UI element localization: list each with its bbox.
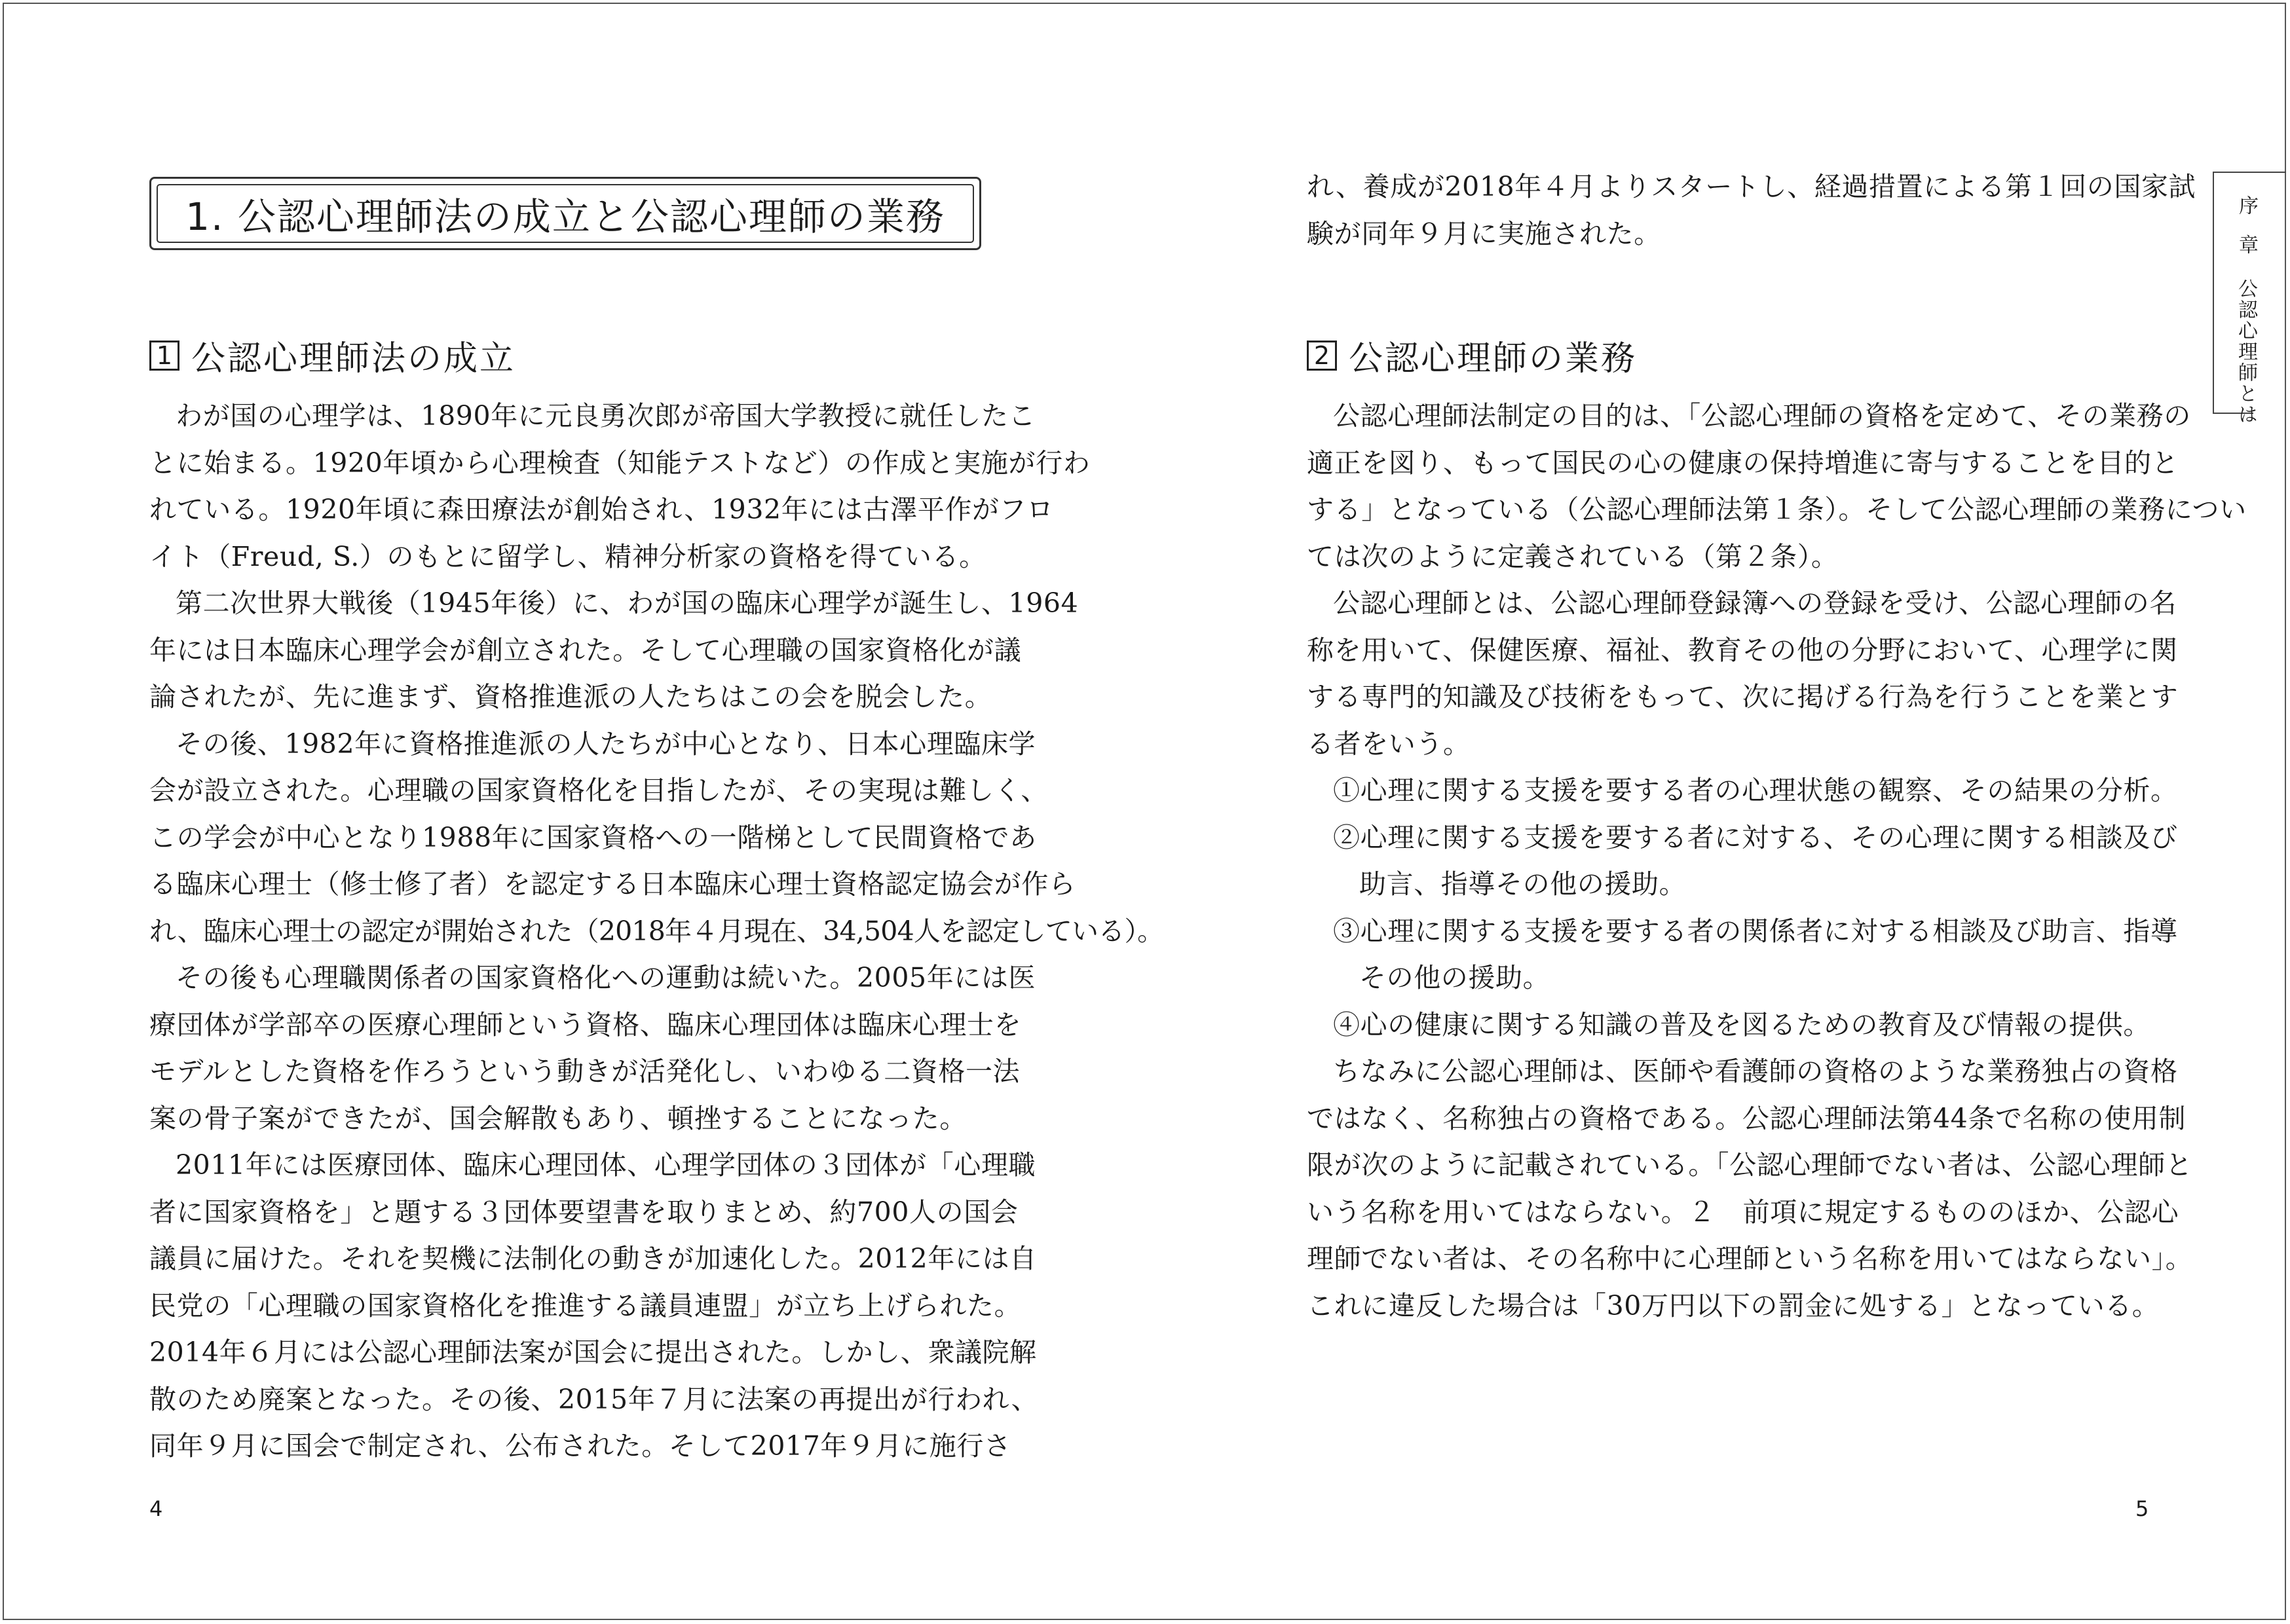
text-line: 称を用いて、保健医療、福祉、教育その他の分野において、心理学に関	[1307, 634, 2178, 666]
text-line: これに違反した場合は「30万円以下の罰金に処する」となっている。	[1307, 1289, 2160, 1321]
text-line: 公認心理師とは、公認心理師登録簿への登録を受け、公認心理師の名	[1333, 587, 2177, 619]
section-2-title: 公認心理師の業務	[1349, 339, 1638, 378]
text-line: 適正を図り、もって国民の心の健康の保持増進に寄与することを目的と	[1307, 447, 2179, 479]
text-line: 限が次のように記載されている。「公認心理師でない者は、公認心理師と	[1307, 1149, 2193, 1181]
list-item: ①心理に関する支援を要する者の心理状態の観察、その結果の分析。	[1333, 775, 2178, 806]
section-1-title: 公認心理師法の成立	[191, 339, 516, 378]
text-line: その後、1982年に資格推進派の人たちが中心となり、日本心理臨床学	[176, 728, 1036, 760]
page-number-right: 5	[2135, 1496, 2149, 1521]
text-line: する」となっている（公認心理師法第１条）。そして公認心理師の業務につい	[1307, 494, 2247, 525]
list-item: ③心理に関する支援を要する者の関係者に対する相談及び助言、指導	[1333, 915, 2178, 947]
text-line: 案の骨子案ができたが、国会解散もあり、頓挫することになった。	[149, 1102, 967, 1134]
list-item-continued: その他の援助。	[1359, 962, 1550, 993]
text-line: 験が同年９月に実施された。	[1307, 217, 1661, 249]
text-line: 議員に届けた。それを契機に法制化の動きが加速化した。2012年には自	[149, 1243, 1037, 1274]
text-line: 同年９月に国会で制定され、公布された。そして2017年９月に施行さ	[149, 1430, 1011, 1462]
text-line: とに始まる。1920年頃から心理検査（知能テストなど）の作成と実施が行わ	[149, 447, 1091, 479]
text-line: 年には日本臨床心理学会が創立された。そして心理職の国家資格化が議	[149, 634, 1022, 666]
text-line: 散のため廃案となった。その後、2015年７月に法案の再提出が行われ、	[149, 1383, 1039, 1415]
text-line: 第二次世界大戦後（1945年後）に、わが国の臨床心理学が誕生し、1964	[176, 587, 1079, 619]
section-1-heading	[149, 331, 516, 380]
text-line: 2014年６月には公認心理師法案が国会に提出された。しかし、衆議院解	[149, 1337, 1037, 1368]
chapter-heading-box	[149, 177, 981, 250]
text-line: モデルとした資格を作ろうという動きが活発化し、いわゆる二資格一法	[149, 1056, 1021, 1087]
page-number-left: 4	[149, 1496, 163, 1521]
text-line: る者をいう。	[1307, 728, 1471, 760]
text-line: 療団体が学部卒の医療心理師という資格、臨床心理団体は臨床心理士を	[149, 1008, 1022, 1041]
text-line: る臨床心理士（修士修了者）を認定する日本臨床心理士資格認定協会が作ら	[149, 868, 1076, 900]
section-2-heading	[1307, 331, 1637, 380]
side-tab-prefix: 序 章	[2235, 195, 2258, 254]
chapter-heading: 1. 公認心理師法の成立と公認心理師の業務	[157, 184, 974, 243]
text-line: れ、養成が2018年４月よりスタートし、経過措置による第１回の国家試	[1307, 171, 2196, 202]
section-2-number: 2	[1307, 341, 1337, 371]
right-continued-text	[1307, 164, 2196, 257]
text-line: わが国の心理学は、1890年に元良勇次郎が帝国大学教授に就任したこ	[176, 400, 1036, 432]
text-line: いう名称を用いてはならない。２ 前項に規定するもののほか、公認心	[1307, 1196, 2179, 1228]
text-line: れ、臨床心理士の認定が開始された（2018年４月現在、34,504人を認定している）。	[149, 915, 1164, 947]
side-tab-title: 公認心理師とは	[2234, 278, 2257, 425]
text-line: 理師でない者は、その名称中に心理師という名称を用いてはならない」。	[1307, 1243, 2193, 1274]
text-line: その後も心理職関係者の国家資格化への運動は続いた。2005年には医	[176, 962, 1036, 993]
text-line: この学会が中心となり1988年に国家資格への一階梯として民間資格であ	[149, 821, 1037, 853]
text-line: ては次のように定義されている（第２条）。	[1307, 540, 1839, 572]
text-line: 民党の「心理職の国家資格化を推進する議員連盟」が立ち上げられた。	[149, 1289, 1022, 1321]
list-item-continued: 助言、指導その他の援助。	[1359, 868, 1687, 900]
text-line: イト（Freud, S.）のもとに留学し、精神分析家の資格を得ている。	[149, 540, 986, 572]
text-line: 論されたが、先に進まず、資格推進派の人たちはこの会を脱会した。	[149, 681, 992, 712]
list-item: ④心の健康に関する知識の普及を図るための教育及び情報の提供。	[1333, 1008, 2150, 1041]
text-line: れている。1920年頃に森田療法が創始され、1932年には古澤平作がフロ	[149, 494, 1054, 525]
text-line: する専門的知識及び技術をもって、次に掲げる行為を行うことを業とす	[1307, 681, 2179, 712]
text-line: 公認心理師法制定の目的は、「公認心理師の資格を定めて、その業務の	[1333, 400, 2191, 432]
left-body-text	[149, 393, 1164, 1470]
text-line: 2011年には医療団体、臨床心理団体、心理学団体の３団体が「心理職	[176, 1149, 1036, 1181]
text-line: ではなく、名称独占の資格である。公認心理師法第44条で名称の使用制	[1307, 1102, 2187, 1134]
text-line: ちなみに公認心理師は、医師や看護師の資格のような業務独占の資格	[1333, 1056, 2178, 1087]
text-line: 会が設立された。心理職の国家資格化を目指したが、その実現は難しく、	[149, 775, 1048, 806]
list-item: ②心理に関する支援を要する者に対する、その心理に関する相談及び	[1333, 821, 2178, 853]
text-line: 者に国家資格を」と題する３団体要望書を取りまとめ、約700人の国会	[149, 1196, 1019, 1228]
section-1-number: 1	[149, 341, 179, 371]
left-page	[149, 0, 1164, 1617]
right-body-text	[1307, 393, 2247, 1329]
